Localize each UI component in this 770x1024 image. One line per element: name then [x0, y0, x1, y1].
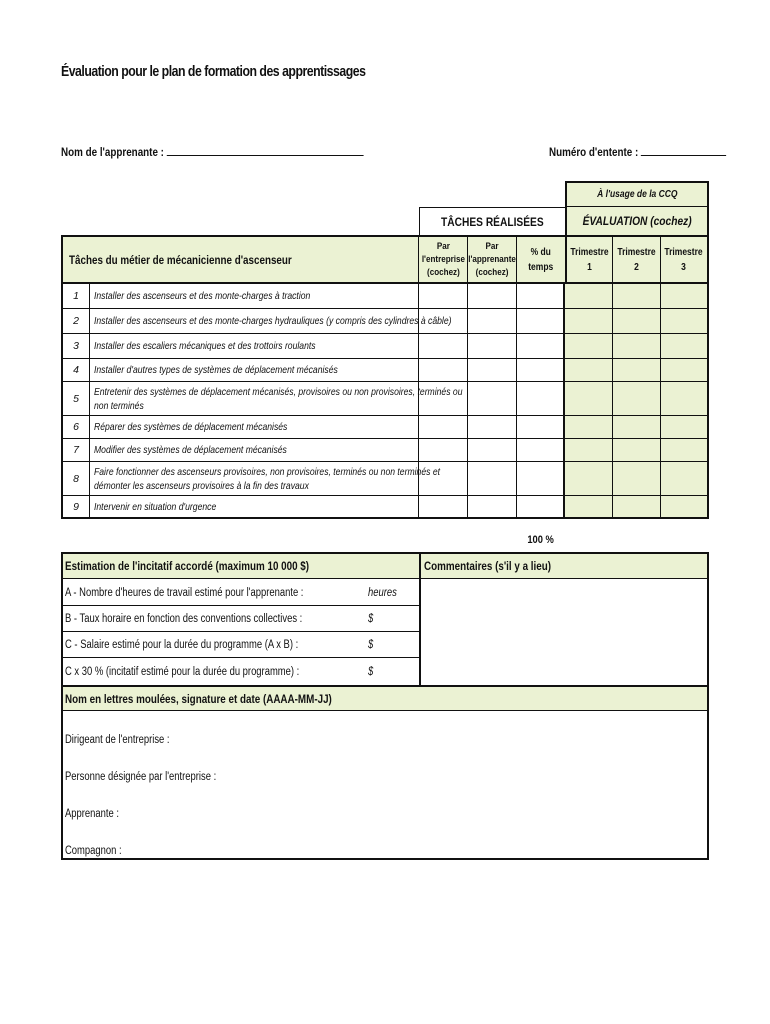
- par-apprenante-header: [468, 235, 517, 284]
- trimestre-3-cell[interactable]: [661, 309, 709, 334]
- trimestre-2-header: [613, 235, 661, 284]
- checkbox-par-entreprise[interactable]: [419, 439, 468, 462]
- trimestre-3-cell[interactable]: [661, 359, 709, 382]
- checkbox-par-entreprise[interactable]: [419, 382, 468, 416]
- task-number: [61, 382, 90, 416]
- par-entreprise-l3: (cochez): [426, 267, 460, 278]
- task-description: [90, 334, 419, 359]
- estimation-row-d-unit: $: [368, 665, 374, 678]
- trimestre-3-cell[interactable]: [661, 334, 709, 359]
- par-apprenante-l2: l'apprenante: [468, 254, 516, 265]
- trimestre-3-cell[interactable]: [661, 462, 709, 496]
- task-description: [90, 439, 419, 462]
- total-pct-text: 100 %: [527, 534, 555, 546]
- task-number-text: 8: [73, 472, 79, 485]
- task-description-line: Installer des ascenseurs et des monte-charges à traction: [94, 290, 311, 302]
- trimestre-2-cell[interactable]: [613, 439, 661, 462]
- task-description: [90, 462, 441, 496]
- task-number-text: 9: [73, 500, 79, 513]
- trimestre-3-cell[interactable]: [661, 382, 709, 416]
- trimestre-2-cell[interactable]: [613, 416, 661, 439]
- estimation-row-b-unit: $: [368, 612, 374, 625]
- taches-column-header: [61, 235, 419, 284]
- task-description-line: Faire fonctionner des ascenseurs provisoires, non provisoires, terminés ou non terminés et: [94, 465, 441, 478]
- par-entreprise-header: [419, 235, 468, 284]
- trimestre-3-cell[interactable]: [661, 416, 709, 439]
- trimestre-2-cell[interactable]: [613, 359, 661, 382]
- task-number: [61, 334, 90, 359]
- task-number-text: 3: [73, 340, 79, 352]
- task-number-text: 1: [73, 290, 79, 302]
- checkbox-par-apprenante[interactable]: [468, 382, 517, 416]
- task-description: [90, 284, 419, 309]
- trimestre-2-cell[interactable]: [613, 334, 661, 359]
- signature-compagnon[interactable]: Compagnon :: [65, 845, 122, 857]
- estimation-row-b-label: B - Taux horaire en fonction des conventions collectives :: [65, 612, 303, 625]
- task-number-text: 5: [73, 392, 79, 405]
- evaluation-header: [565, 207, 709, 235]
- checkbox-par-apprenante[interactable]: [468, 416, 517, 439]
- taches-realisees-text: TÂCHES RÉALISÉES: [441, 214, 544, 229]
- task-number: [61, 309, 90, 334]
- checkbox-par-apprenante[interactable]: [468, 334, 517, 359]
- trimestre-2-cell[interactable]: [613, 382, 661, 416]
- pct-temps-cell[interactable]: [517, 382, 565, 416]
- task-description-line: Entretenir des systèmes de déplacement mécanisés, provisoires ou non provisoires, terminés ou: [94, 385, 463, 398]
- task-number: [61, 416, 90, 439]
- task-description: [90, 496, 419, 519]
- task-description-line: Installer des escaliers mécaniques et des trottoirs roulants: [94, 340, 316, 352]
- estimation-row-a[interactable]: [63, 580, 419, 606]
- checkbox-par-apprenante[interactable]: [468, 496, 517, 519]
- pct-temps-header: [517, 235, 565, 284]
- trimestre-1-cell[interactable]: [565, 439, 613, 462]
- par-entreprise-l2: l'entreprise: [421, 254, 465, 265]
- task-number: [61, 284, 90, 309]
- task-number: [61, 359, 90, 382]
- task-number: [61, 462, 90, 496]
- commentaires-header: [419, 554, 707, 579]
- taches-realisees-header: [419, 207, 565, 235]
- trimestre-2-l2: 2: [634, 261, 639, 273]
- trimestre-1-cell[interactable]: [565, 284, 613, 309]
- trimestre-3-cell[interactable]: [661, 439, 709, 462]
- task-number-text: 4: [73, 364, 79, 376]
- task-description: [90, 309, 452, 334]
- trimestre-2-cell[interactable]: [613, 462, 661, 496]
- task-description: [90, 382, 463, 416]
- pct-temps-cell[interactable]: [517, 416, 565, 439]
- trimestre-3-l2: 3: [681, 261, 687, 273]
- evaluation-header-text: ÉVALUATION (cochez): [582, 214, 692, 228]
- checkbox-par-apprenante[interactable]: [468, 462, 517, 496]
- pct-temps-cell[interactable]: [517, 359, 565, 382]
- total-pct: [517, 534, 565, 550]
- pct-temps-cell[interactable]: [517, 284, 565, 309]
- pct-temps-l2: temps: [528, 261, 554, 273]
- estimation-row-c[interactable]: [63, 632, 419, 658]
- ccq-header: [565, 181, 709, 207]
- task-description: [90, 416, 419, 439]
- trimestre-3-l1: Trimestre: [664, 246, 704, 258]
- checkbox-par-entreprise[interactable]: [419, 334, 468, 359]
- apprenant-label: Nom de l'apprenante :: [61, 145, 164, 159]
- task-description-line: Installer des ascenseurs et des monte-charges hydrauliques (y compris des cylindres à câble): [94, 315, 452, 327]
- task-number-text: 2: [73, 315, 79, 327]
- trimestre-1-l2: 1: [587, 261, 592, 273]
- estimation-row-a-unit: heures: [368, 586, 397, 599]
- trimestre-1-cell[interactable]: [565, 462, 613, 496]
- checkbox-par-entreprise[interactable]: [419, 496, 468, 519]
- task-description: [90, 359, 419, 382]
- commentaires-header-text: Commentaires (s'il y a lieu): [424, 559, 552, 573]
- estimation-header-text: Estimation de l'incitatif accordé (maximum 10 000 $): [65, 559, 310, 573]
- checkbox-par-apprenante[interactable]: [468, 284, 517, 309]
- pct-temps-cell[interactable]: [517, 334, 565, 359]
- ccq-header-text: À l'usage de la CCQ: [596, 189, 678, 200]
- pct-temps-cell[interactable]: [517, 309, 565, 334]
- task-number: [61, 439, 90, 462]
- trimestre-1-cell[interactable]: [565, 309, 613, 334]
- par-apprenante-l3: (cochez): [475, 267, 509, 278]
- signature-apprenante[interactable]: Apprenante :: [65, 808, 120, 820]
- pct-temps-cell[interactable]: [517, 496, 565, 519]
- trimestre-1-cell[interactable]: [565, 416, 613, 439]
- estimation-row-d-label: C x 30 % (incitatif estimé pour la durée du programme) :: [65, 665, 300, 678]
- checkbox-par-apprenante[interactable]: [468, 439, 517, 462]
- checkbox-par-entreprise[interactable]: [419, 309, 468, 334]
- trimestre-3-cell[interactable]: [661, 284, 709, 309]
- trimestre-1-cell[interactable]: [565, 496, 613, 519]
- task-number-text: 7: [73, 444, 79, 456]
- checkbox-par-entreprise[interactable]: [419, 359, 468, 382]
- checkbox-par-entreprise[interactable]: [419, 416, 468, 439]
- checkbox-par-apprenante[interactable]: [468, 309, 517, 334]
- entente-label: Numéro d'entente :: [549, 145, 639, 159]
- trimestre-2-cell[interactable]: [613, 284, 661, 309]
- signature-dirigeant[interactable]: Dirigeant de l'entreprise :: [65, 734, 170, 746]
- estimation-row-d[interactable]: [63, 658, 419, 685]
- task-description-line: Installer d'autres types de systèmes de déplacement mécanisés: [94, 364, 338, 376]
- estimation-header: [63, 554, 419, 579]
- par-entreprise-l1: Par: [436, 241, 450, 252]
- task-description-line: non terminés: [94, 399, 144, 412]
- commentaires-box[interactable]: [419, 579, 707, 685]
- estimation-row-c-unit: $: [368, 638, 374, 651]
- estimation-row-a-label: A - Nombre d'heures de travail estimé pour l'apprenante :: [65, 586, 304, 599]
- trimestre-1-header: [565, 235, 613, 284]
- estimation-row-b[interactable]: [63, 606, 419, 632]
- pct-temps-cell[interactable]: [517, 439, 565, 462]
- signature-area: [63, 712, 707, 858]
- page-title: Évaluation pour le plan de formation des apprentissages: [61, 63, 366, 80]
- pct-temps-cell[interactable]: [517, 462, 565, 496]
- pct-temps-l1: % du: [530, 246, 552, 258]
- par-apprenante-l1: Par: [485, 241, 499, 252]
- trimestre-1-l1: Trimestre: [570, 246, 609, 258]
- task-description-line: Intervenir en situation d'urgence: [94, 500, 217, 513]
- checkbox-par-apprenante[interactable]: [468, 359, 517, 382]
- signature-header-text: Nom en lettres moulées, signature et date (AAAA-MM-JJ): [65, 691, 332, 706]
- task-number-text: 6: [73, 421, 79, 433]
- estimation-row-c-label: C - Salaire estimé pour la durée du programme (A x B) :: [65, 638, 299, 651]
- trimestre-2-l1: Trimestre: [617, 246, 656, 258]
- checkbox-par-entreprise[interactable]: [419, 462, 468, 496]
- taches-label: Tâches du métier de mécanicienne d'ascenseur: [69, 252, 292, 267]
- task-description-line: démonter les ascenseurs provisoires à la fin des travaux: [94, 479, 309, 492]
- trimestre-1-cell[interactable]: [565, 359, 613, 382]
- trimestre-3-cell[interactable]: [661, 496, 709, 519]
- task-number: [61, 496, 90, 519]
- trimestre-2-cell[interactable]: [613, 496, 661, 519]
- checkbox-par-entreprise[interactable]: [419, 284, 468, 309]
- task-description-line: Modifier des systèmes de déplacement mécanisés: [94, 444, 287, 456]
- trimestre-1-cell[interactable]: [565, 334, 613, 359]
- trimestre-3-header: [661, 235, 709, 284]
- signature-personne-designee[interactable]: Personne désignée par l'entreprise :: [65, 771, 217, 783]
- task-description-line: Réparer des systèmes de déplacement mécanisés: [94, 421, 288, 433]
- trimestre-1-cell[interactable]: [565, 382, 613, 416]
- signature-header: [63, 685, 707, 711]
- trimestre-2-cell[interactable]: [613, 309, 661, 334]
